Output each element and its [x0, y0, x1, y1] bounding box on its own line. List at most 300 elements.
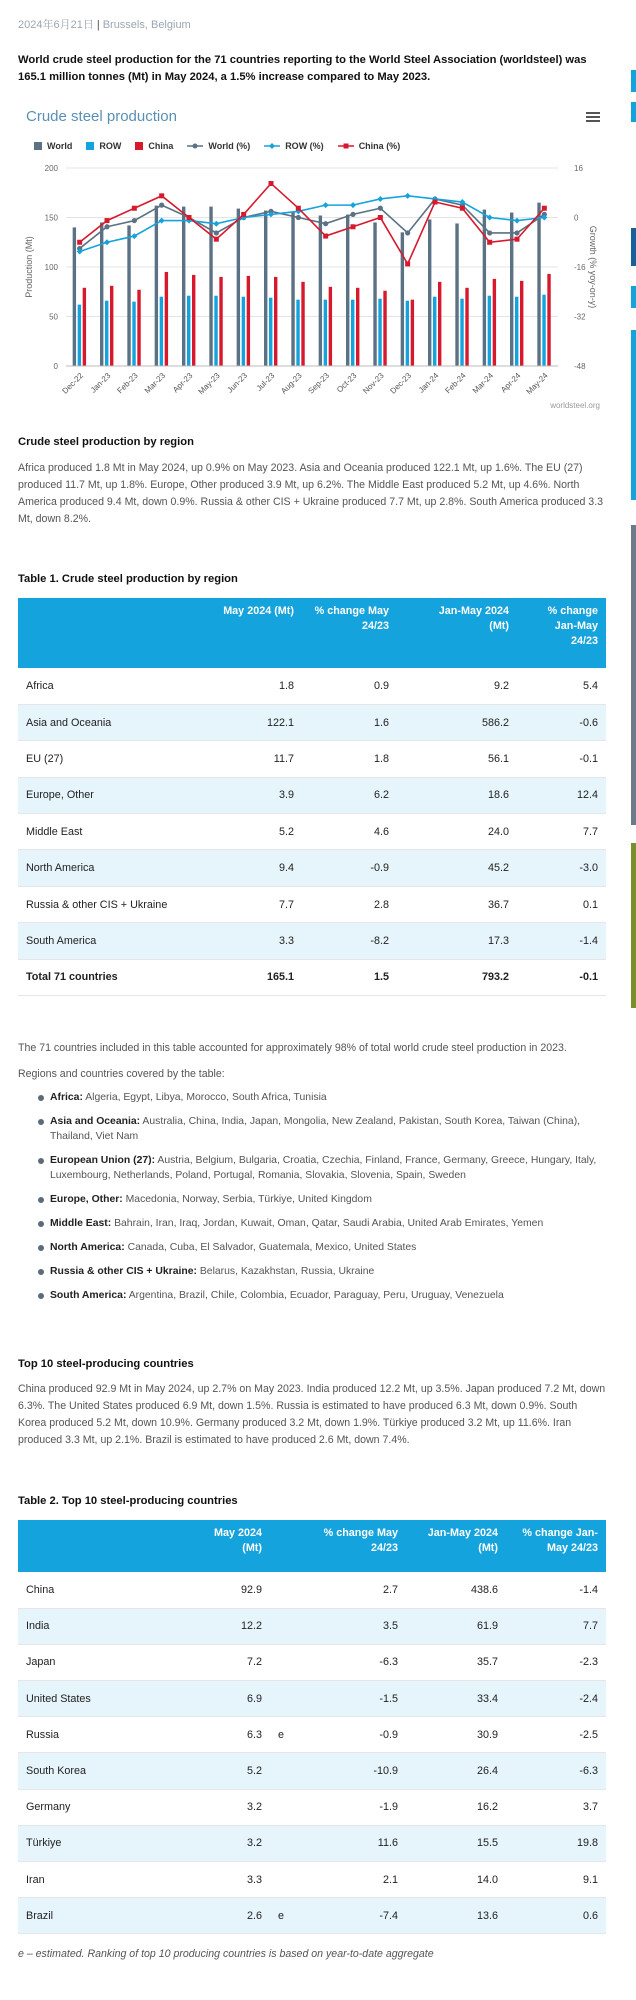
- x-tick-label: Mar-23: [142, 371, 168, 396]
- t1-header-may: May 2024 (Mt): [202, 598, 302, 668]
- table-cell: -0.9: [379, 1728, 398, 1741]
- table1-title: Table 1. Crude steel production by region: [18, 573, 238, 585]
- chart-plot: [18, 160, 606, 410]
- footnote: e – estimated. Ranking of top 10 producing countries is based on year-to-date aggregate: [18, 1948, 434, 1960]
- t2-header-blank: [18, 1520, 188, 1572]
- section-text-top10: China produced 92.9 Mt in May 2024, up 2.7% on May 2023. India produced 12.2 Mt, up 3.5%. Japan produced 7.2 Mt, down 6.3%. The United States produced 6.9 Mt, down 1.5%. Russia is estimated to have produced 6.3 Mt, down 0.9%. South Korea produced 5.2 Mt, down 10.9%. Germany produced 3.2 Mt, down 1.9%. Türkiye produced 3.2 Mt, up 11.6%. Iran produced 3.3 Mt, up 2.1%. Brazil is estimated to have produced 2.6 Mt, down 7.4%.: [18, 1383, 606, 1446]
- table-cell: 3.5: [300, 1608, 406, 1644]
- estimate-flag: [270, 1644, 300, 1680]
- sidebar-edge-6: [631, 525, 636, 825]
- region-countries: Austria, Belgium, Bulgaria, Croatia, Czechia, Finland, France, Germany, Greece, Hungary, Italy, Luxembourg, Netherlands, Poland, Portugal, Romania, Slovakia, Slovenia, Spain, Sweden: [50, 1155, 597, 1181]
- table-cell: 3.2: [188, 1825, 270, 1861]
- bar-china: [356, 288, 359, 366]
- row-label: Japan: [26, 1656, 56, 1669]
- region-name: Asia and Oceania:: [50, 1116, 141, 1127]
- table-cell: [397, 741, 417, 777]
- table-cell: 3.2: [246, 1801, 262, 1814]
- bar-row: [160, 297, 163, 366]
- region-item: [38, 1114, 608, 1144]
- regions-intro: Regions and countries covered by the table:: [18, 1068, 225, 1080]
- row-label: South Korea: [18, 1753, 188, 1789]
- x-tick-label: Jul-23: [254, 371, 277, 393]
- t2-header-change-janmay: % change Jan-May 24/23: [506, 1520, 606, 1572]
- table-cell: 6.9: [188, 1681, 270, 1717]
- table-row: [18, 1717, 606, 1753]
- bar-row: [105, 301, 108, 366]
- table-row: [18, 668, 606, 704]
- chart-legend: [34, 141, 400, 151]
- data-point: [433, 200, 438, 205]
- bar-china: [137, 290, 140, 366]
- table-cell: -1.5: [300, 1681, 406, 1717]
- intro-summary: World crude steel production for the 71 countries reporting to the World Steel Association (worldsteel) was 165.1 million tonnes (Mt) in May 2024, a 1.5% increase compared to May 2023.: [18, 54, 587, 83]
- data-point: [296, 215, 301, 220]
- section-heading-region: Crude steel production by region: [18, 436, 194, 448]
- table-cell: 35.7: [476, 1656, 498, 1669]
- table-cell: 165.1: [266, 971, 294, 984]
- table-cell: [397, 923, 417, 959]
- table-cell: 7.7: [582, 825, 598, 838]
- table-cell: 7.7: [278, 898, 294, 911]
- table-row: [18, 777, 606, 813]
- table-cell: 0.9: [373, 679, 389, 692]
- table-row: [18, 886, 606, 922]
- bar-world: [182, 207, 185, 366]
- row-label: South America: [18, 923, 202, 959]
- table-cell: -1.4: [517, 923, 606, 959]
- table-cell: 438.6: [470, 1583, 498, 1596]
- table-cell: 61.9: [406, 1608, 506, 1644]
- table-cell: -8.2: [302, 923, 397, 959]
- table-cell: 19.8: [506, 1825, 606, 1861]
- bar-china: [411, 300, 414, 366]
- estimate-flag: [270, 1608, 300, 1644]
- table-cell: 0.6: [506, 1898, 606, 1934]
- x-tick-label: Apr-23: [171, 371, 195, 395]
- x-tick-label: Sep-23: [306, 371, 332, 396]
- estimate-flag: [270, 1825, 300, 1861]
- table-cell: [397, 850, 417, 886]
- data-point: [214, 237, 219, 242]
- region-name: European Union (27):: [50, 1155, 156, 1166]
- t2-header-may: May 2024 (Mt): [188, 1520, 270, 1572]
- row-label: EU (27): [26, 752, 64, 765]
- y2-axis-label: Growth (% yoy-on-y): [588, 225, 598, 309]
- table-cell: [397, 668, 417, 704]
- legend-row-pct[interactable]: [264, 141, 324, 151]
- row-label: India: [18, 1608, 188, 1644]
- bar-world: [127, 225, 130, 366]
- data-point: [377, 196, 383, 202]
- bar-row: [214, 296, 217, 366]
- bar-row: [378, 299, 381, 366]
- data-point: [77, 240, 82, 245]
- publish-location: Brussels, Belgium: [102, 19, 191, 31]
- bar-row: [324, 300, 327, 366]
- row-label: Total 71 countries: [26, 971, 118, 984]
- data-point: [405, 261, 410, 266]
- table-row: [18, 814, 606, 850]
- table-cell: 45.2: [417, 850, 517, 886]
- dateline: [18, 16, 191, 32]
- region-countries: Algeria, Egypt, Libya, Morocco, South Africa, Tunisia: [85, 1092, 327, 1103]
- x-tick-label: Jan-23: [88, 371, 113, 395]
- bar-row: [488, 296, 491, 366]
- table-cell: 2.1: [382, 1873, 398, 1886]
- data-point: [105, 218, 110, 223]
- sidebar-edge-2: [631, 102, 636, 122]
- table-cell: 9.2: [493, 679, 509, 692]
- row-label: United States: [18, 1681, 188, 1717]
- bar-china: [301, 282, 304, 366]
- region-item: [38, 1240, 608, 1255]
- data-point: [542, 206, 547, 211]
- region-item: [38, 1264, 608, 1279]
- table-cell: 11.7: [273, 752, 294, 765]
- table-cell: 0.1: [582, 898, 598, 911]
- data-point: [296, 206, 301, 211]
- x-tick-label: Jun-23: [225, 371, 250, 395]
- table-cell: 24.0: [487, 825, 509, 838]
- y-tick-label: 200: [44, 164, 58, 173]
- table-cell: 26.4: [406, 1753, 506, 1789]
- x-tick-label: Dec-23: [388, 371, 414, 396]
- bar-china: [383, 291, 386, 366]
- bar-row: [132, 302, 135, 366]
- table-cell: -10.9: [300, 1753, 406, 1789]
- data-point: [104, 239, 110, 245]
- row-label: Brazil: [18, 1898, 188, 1934]
- section-heading-top10: Top 10 steel-producing countries: [18, 1358, 194, 1370]
- row-label: China: [26, 1583, 55, 1596]
- sidebar-edge-3: [631, 228, 636, 266]
- bar-row: [269, 298, 272, 366]
- table-cell: 9.4: [202, 850, 302, 886]
- bar-world: [455, 223, 458, 366]
- table-cell: 30.9: [476, 1728, 498, 1741]
- section-text-region: Africa produced 1.8 Mt in May 2024, up 0.9% on May 2023. Asia and Oceania produced 122.1 Mt, up 1.6%. The EU (27) produced 11.7 Mt, up 1.8%. Europe, Other produced 3.9 Mt, up 6.2%. The Middle East produced 5.2 Mt, up 4.6%. North America produced 9.4 Mt, down 0.9%. Russia & other CIS + Ukraine produced 7.7 Mt, up 2.8%. South America produced 3.3 Mt, down 8.2%.: [18, 462, 604, 525]
- legend-world-pct-label: World (%): [208, 141, 251, 151]
- table-row: [18, 1862, 606, 1898]
- bar-world: [155, 206, 158, 366]
- bar-china: [110, 286, 113, 366]
- data-point: [104, 224, 109, 229]
- bar-row: [242, 297, 245, 366]
- row-label: Africa: [26, 679, 54, 692]
- table-cell: 5.2: [188, 1753, 270, 1789]
- sidebar-edge-5: [631, 330, 636, 500]
- table-cell: [397, 814, 417, 850]
- table-top10-countries: [18, 1520, 606, 1934]
- regions-list: [38, 1090, 608, 1312]
- table-cell: 36.7: [487, 898, 509, 911]
- bar-row: [296, 300, 299, 366]
- x-tick-label: Jan-24: [416, 371, 441, 395]
- bar-china: [219, 277, 222, 366]
- table-cell: [397, 959, 417, 995]
- table2-title: Table 2. Top 10 steel-producing countries: [18, 1495, 238, 1507]
- bar-row: [78, 305, 81, 366]
- table-cell: -2.3: [579, 1656, 598, 1669]
- y-tick-label: 50: [49, 312, 58, 322]
- region-countries: Bahrain, Iran, Iraq, Jordan, Kuwait, Oman, Qatar, Saudi Arabia, United Arab Emirates, Yemen: [114, 1218, 544, 1229]
- estimate-flag: [270, 1789, 300, 1825]
- table-region-production: [18, 598, 606, 996]
- region-item: [38, 1288, 608, 1303]
- table-cell: 56.1: [487, 752, 509, 765]
- table-row: [18, 1753, 606, 1789]
- region-item: [38, 1216, 608, 1231]
- table-cell: -0.1: [579, 971, 598, 984]
- bar-china: [547, 274, 550, 366]
- region-countries: Macedonia, Norway, Serbia, Türkiye, United Kingdom: [125, 1194, 372, 1205]
- data-point: [241, 212, 246, 217]
- table-cell: 11.6: [300, 1825, 406, 1861]
- chart-menu-icon[interactable]: [586, 112, 600, 122]
- y2-tick-label: -48: [574, 362, 586, 371]
- legend-world-label: World: [47, 141, 73, 151]
- y2-tick-label: 0: [574, 213, 579, 223]
- data-point: [132, 218, 137, 223]
- row-label: Middle East: [26, 825, 83, 838]
- table-cell: -6.3: [379, 1656, 398, 1669]
- region-name: Africa:: [50, 1092, 83, 1103]
- table-cell: 33.4: [406, 1681, 506, 1717]
- table-cell: 12.4: [517, 777, 606, 813]
- table-cell: 122.1: [202, 704, 302, 740]
- x-tick-label: Feb-24: [443, 371, 468, 396]
- x-tick-label: May-23: [196, 371, 222, 397]
- table-row: [18, 1681, 606, 1717]
- data-point: [159, 193, 164, 198]
- y-tick-label: 0: [53, 362, 58, 371]
- row-label: North America: [18, 850, 202, 886]
- bar-china: [83, 288, 86, 366]
- bar-world: [537, 203, 540, 366]
- table-row: [18, 1898, 606, 1934]
- coverage-text: The 71 countries included in this table accounted for approximately 98% of total world crude steel production in 2023.: [18, 1042, 567, 1054]
- date-separator: |: [96, 19, 100, 31]
- bar-row: [351, 300, 354, 366]
- table-cell: -1.9: [379, 1801, 398, 1814]
- legend-china-pct[interactable]: [338, 141, 401, 151]
- legend-china[interactable]: [135, 141, 173, 151]
- chart-credit[interactable]: worldsteel.org: [550, 401, 600, 410]
- table-cell: 18.6: [417, 777, 517, 813]
- bar-china: [493, 279, 496, 366]
- table-row: [18, 1825, 606, 1861]
- table-row: [18, 1572, 606, 1608]
- estimate-flag: e: [270, 1898, 300, 1934]
- table-cell: 5.4: [582, 679, 598, 692]
- table-cell: 3.9: [202, 777, 302, 813]
- table-row: [18, 959, 606, 995]
- data-point: [515, 237, 520, 242]
- bar-china: [520, 281, 523, 366]
- table-cell: 6.2: [302, 777, 397, 813]
- table-cell: 6.3: [246, 1728, 262, 1741]
- estimate-flag: e: [278, 1728, 285, 1741]
- data-point: [378, 215, 383, 220]
- table-cell: 1.5: [373, 971, 389, 984]
- data-point: [405, 230, 410, 235]
- table1-body: [18, 668, 606, 996]
- region-name: South America:: [50, 1290, 127, 1301]
- data-point: [213, 221, 219, 227]
- table-cell: -7.4: [300, 1898, 406, 1934]
- table-cell: 92.9: [240, 1583, 262, 1596]
- data-point: [323, 202, 329, 208]
- data-point: [269, 181, 274, 186]
- table-cell: 4.6: [373, 825, 389, 838]
- t2-header-change-may: % change May 24/23: [300, 1520, 406, 1572]
- data-point: [378, 206, 383, 211]
- table-cell: 3.3: [246, 1873, 262, 1886]
- y-axis-label: Production (Mt): [24, 236, 34, 298]
- table-row: [18, 850, 606, 886]
- t1-header-janmay: Jan-May 2024 (Mt): [417, 598, 517, 668]
- row-label: Russia & other CIS + Ukraine: [26, 898, 168, 911]
- data-point: [159, 203, 164, 208]
- region-name: Europe, Other:: [50, 1194, 123, 1205]
- table-cell: 14.0: [476, 1873, 498, 1886]
- table-cell: 15.5: [406, 1825, 506, 1861]
- row-label: Europe, Other: [18, 777, 202, 813]
- x-tick-label: Mar-24: [470, 371, 496, 396]
- table-cell: -6.3: [506, 1753, 606, 1789]
- table-cell: 7.2: [246, 1656, 262, 1669]
- region-name: Middle East:: [50, 1218, 112, 1229]
- bar-row: [460, 299, 463, 366]
- t2-header-est: [270, 1520, 300, 1572]
- x-tick-label: Apr-24: [499, 371, 523, 395]
- data-point: [487, 240, 492, 245]
- x-tick-label: Dec-22: [60, 371, 86, 396]
- row-label: Türkiye: [18, 1825, 188, 1861]
- table-cell: 17.3: [417, 923, 517, 959]
- region-countries: Argentina, Brazil, Chile, Colombia, Ecuador, Paraguay, Peru, Uruguay, Venezuela: [128, 1290, 504, 1301]
- table-row: [18, 741, 606, 777]
- data-point: [350, 202, 356, 208]
- table-cell: 13.6: [406, 1898, 506, 1934]
- x-tick-label: Feb-23: [115, 371, 140, 396]
- x-tick-label: Nov-23: [361, 371, 386, 396]
- data-point: [514, 230, 519, 235]
- table-cell: 16.2: [476, 1801, 498, 1814]
- y2-tick-label: -32: [574, 312, 586, 322]
- table-cell: 9.1: [582, 1873, 598, 1886]
- chart-title: Crude steel production: [26, 108, 177, 125]
- data-point: [351, 224, 356, 229]
- region-countries: Belarus, Kazakhstan, Russia, Ukraine: [199, 1266, 375, 1277]
- y2-tick-label: -16: [574, 263, 586, 272]
- table-cell: 1.8: [278, 679, 294, 692]
- bar-china: [438, 282, 441, 366]
- publish-date: 2024年6月21日: [18, 19, 94, 31]
- region-countries: Canada, Cuba, El Salvador, Guatemala, Mexico, United States: [127, 1242, 417, 1253]
- bar-row: [187, 296, 190, 366]
- data-point: [487, 230, 492, 235]
- bar-row: [433, 297, 436, 366]
- table-cell: -2.4: [506, 1681, 606, 1717]
- bar-row: [406, 301, 409, 366]
- bar-china: [192, 275, 195, 366]
- table-cell: 793.2: [481, 971, 509, 984]
- table-cell: -2.5: [579, 1728, 598, 1741]
- t2-header-janmay: Jan-May 2024 (Mt): [406, 1520, 506, 1572]
- x-tick-label: Aug-23: [279, 371, 304, 396]
- bar-world: [73, 227, 76, 366]
- table-cell: 5.2: [278, 825, 294, 838]
- table-cell: [397, 777, 417, 813]
- table2-body: [18, 1572, 606, 1934]
- data-point: [460, 206, 465, 211]
- legend-world-pct[interactable]: [187, 141, 250, 151]
- data-point: [132, 206, 137, 211]
- table-cell: 3.3: [202, 923, 302, 959]
- table-cell: [397, 704, 417, 740]
- table-row: [18, 1644, 606, 1680]
- bar-china: [465, 288, 468, 366]
- data-point: [405, 193, 411, 199]
- row-label: Germany: [26, 1801, 71, 1814]
- table-cell: -0.6: [517, 704, 606, 740]
- region-name: Russia & other CIS + Ukraine:: [50, 1266, 197, 1277]
- row-label: Russia: [26, 1728, 60, 1741]
- data-point: [187, 215, 192, 220]
- bar-world: [346, 215, 349, 366]
- table-cell: 586.2: [417, 704, 517, 740]
- data-point: [323, 234, 328, 239]
- series-line: [80, 183, 545, 263]
- bar-china: [165, 272, 168, 366]
- data-point: [214, 230, 219, 235]
- table-cell: -0.9: [302, 850, 397, 886]
- table-cell: 3.7: [582, 1801, 598, 1814]
- legend-world[interactable]: [34, 141, 72, 151]
- data-point: [514, 218, 520, 224]
- region-item: [38, 1090, 608, 1105]
- y-tick-label: 150: [44, 213, 58, 223]
- bar-world: [264, 211, 267, 366]
- table-row: [18, 704, 606, 740]
- sidebar-edge-4: [631, 286, 636, 308]
- table-row: [18, 1608, 606, 1644]
- table-cell: 12.2: [188, 1608, 270, 1644]
- table-cell: 7.7: [506, 1608, 606, 1644]
- x-tick-label: May-24: [524, 371, 550, 397]
- bar-world: [319, 216, 322, 366]
- sidebar-edge-7: [631, 843, 636, 1008]
- estimate-flag: [270, 1681, 300, 1717]
- bar-world: [373, 222, 376, 366]
- table-cell: -1.4: [579, 1583, 598, 1596]
- table-cell: 1.8: [373, 752, 389, 765]
- legend-row-label: ROW: [99, 141, 122, 151]
- estimate-flag: [270, 1572, 300, 1608]
- table-cell: 2.6: [188, 1898, 270, 1934]
- t1-header-change-janmay: % change Jan-May 24/23: [517, 598, 606, 668]
- production-chart: [18, 100, 606, 420]
- table-cell: 1.6: [302, 704, 397, 740]
- bar-world: [291, 212, 294, 366]
- table-cell: -3.0: [517, 850, 606, 886]
- bar-world: [510, 213, 513, 366]
- table-row: [18, 1789, 606, 1825]
- legend-row[interactable]: [86, 141, 121, 151]
- data-point: [323, 221, 328, 226]
- bar-world: [237, 209, 240, 366]
